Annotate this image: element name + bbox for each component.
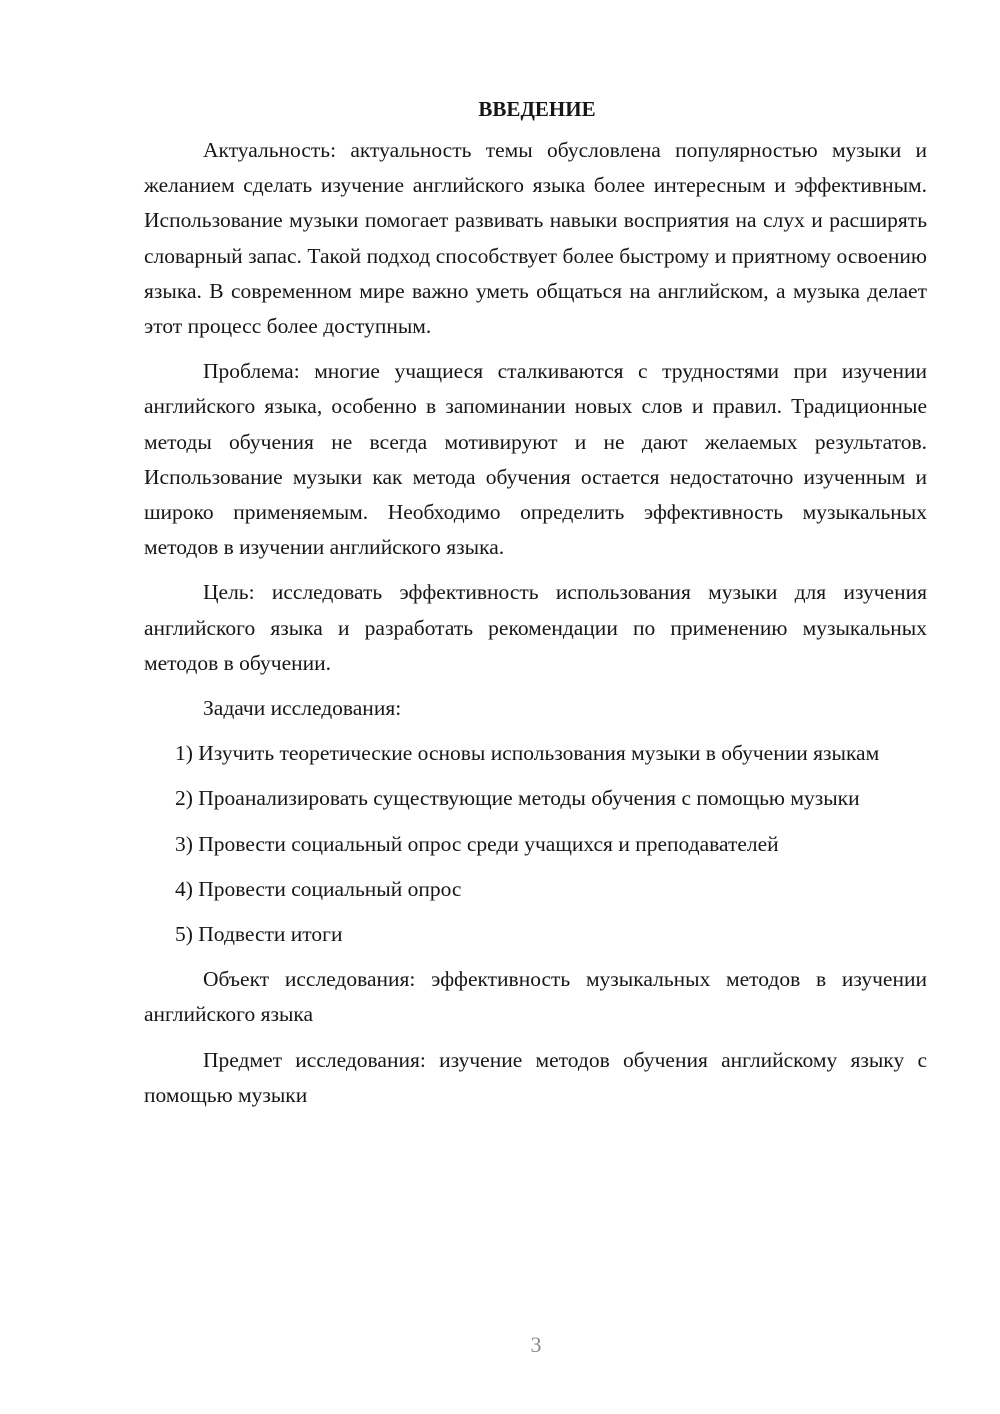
- task-item-3: 3) Провести социальный опрос среди учащихся и преподавателей: [175, 831, 779, 856]
- paragraph-goal: Цель: исследовать эффективность использования музыки для изучения английского языка и разработать рекомендации по применению музыкальных методов в обучении.: [144, 580, 927, 675]
- paragraph-object: Объект исследования: эффективность музыкальных методов в изучении английского языка: [144, 967, 927, 1027]
- page-content: [144, 92, 927, 1123]
- task-item-1: 1) Изучить теоретические основы использования музыки в обучении языкам: [175, 741, 880, 766]
- paragraph-relevance: Актуальность: актуальность темы обусловлена популярностью музыки и желанием сделать изучение английского языка более интересным и эффективным. Использование музыки помогает развивать навыки восприятия на слух и расширять словарный запас. Такой подход способствует более быстрому и приятному освоению языка. В современном мире важно уметь общаться на английском, а музыка делает этот процесс более доступным.: [144, 138, 927, 339]
- page-number: 3: [530, 1332, 542, 1357]
- paragraph-subject: Предмет исследования: изучение методов обучения английскому языку с помощью музыки: [144, 1047, 927, 1107]
- task-item-4: 4) Провести социальный опрос: [175, 876, 462, 901]
- tasks-heading: Задачи исследования:: [203, 696, 402, 721]
- paragraph-problem: Проблема: многие учащиеся сталкиваются с трудностями при изучении английского языка, особенно в запоминании новых слов и правил. Традиционные методы обучения не всегда мотивируют и не дают желаемых результатов. Использование музыки как метода обучения остается недостаточно изученным и широко применяемым. Необходимо определить эффективность музыкальных методов в изучении английского языка.: [144, 359, 927, 560]
- page-title: ВВЕДЕНИЕ: [478, 97, 596, 121]
- task-item-5: 5) Подвести итоги: [175, 922, 343, 947]
- task-item-2: 2) Проанализировать существующие методы обучения с помощью музыки: [175, 786, 860, 811]
